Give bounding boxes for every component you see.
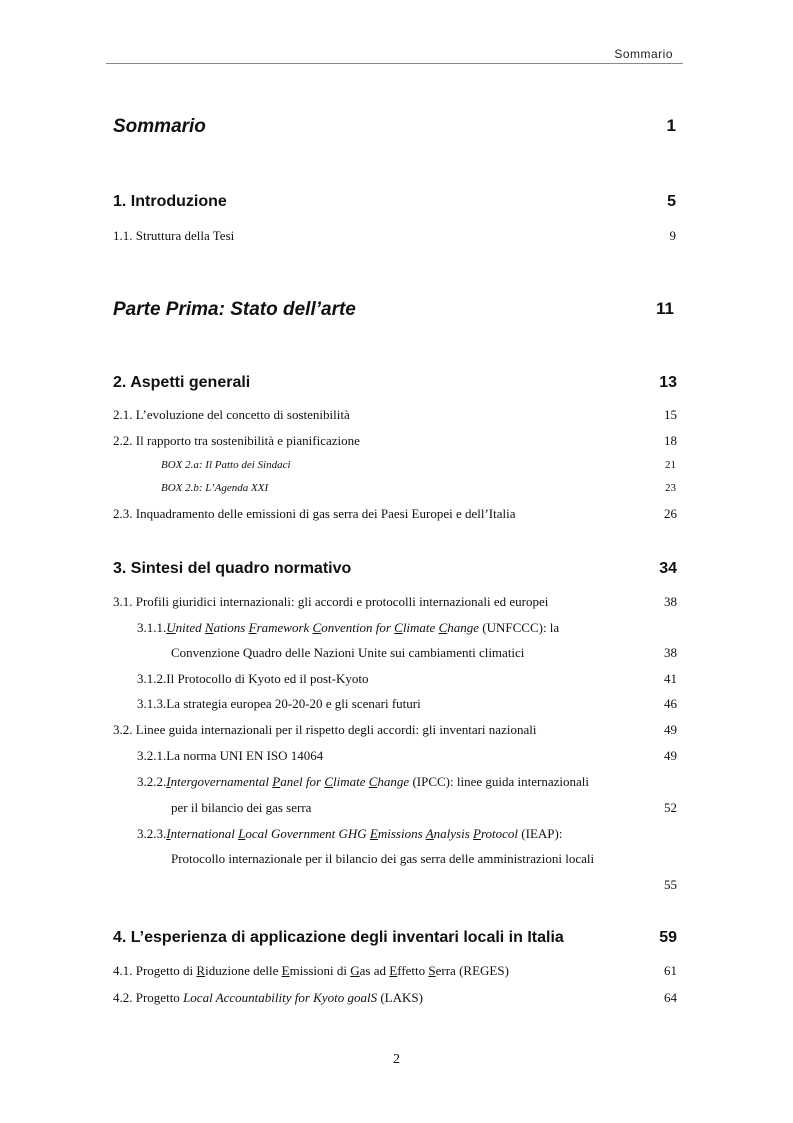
title-part: missioni di — [289, 963, 351, 978]
underlined-letter: E — [369, 826, 378, 841]
title-italic — [166, 774, 409, 789]
toc-label — [137, 620, 559, 636]
header-rule — [106, 63, 683, 64]
toc-label: 2.2. Il rapporto tra sostenibilità e pianificazione — [113, 433, 360, 448]
title-suffix: (UNFCCC): la — [479, 620, 560, 635]
title-part: anel for — [280, 774, 325, 789]
toc-number: 3.2.2. — [137, 774, 167, 789]
underlined-letter: L — [238, 826, 246, 841]
title-part: 4.1. Progetto di — [113, 963, 197, 978]
toc-label-line2: Protocollo internazionale per il bilancio dei gas serra delle amministrazioni locali — [171, 851, 595, 866]
toc-label: BOX 2.b: L’Agenda XXI — [161, 482, 269, 494]
toc-label: 3.2. Linee guida internazionali per il rispetto degli accordi: gli inventari nazionali — [113, 722, 537, 737]
toc-page: 11 — [656, 299, 674, 318]
title-part: ations — [213, 620, 249, 635]
title-part: ramework — [256, 620, 313, 635]
title-part: ocal Government GHG — [245, 826, 370, 841]
toc-label — [137, 826, 562, 842]
toc-number: 3.1.1. — [137, 620, 167, 635]
title-part: limate — [402, 620, 439, 635]
toc-page: 13 — [659, 374, 677, 391]
underlined-letter: C — [438, 620, 448, 635]
title-part: (LAKS) — [377, 990, 423, 1005]
toc-label: 3.1. Profili giuridici internazionali: gli accordi e protocolli internazionali ed europei — [113, 594, 549, 609]
underlined-letter: P — [473, 826, 481, 841]
toc-page: 46 — [664, 696, 677, 711]
toc-page: 21 — [665, 459, 676, 471]
underlined-letter: I — [166, 774, 171, 789]
underlined-letter: R — [196, 963, 206, 978]
toc-page: 26 — [664, 506, 677, 521]
underlined-letter: C — [312, 620, 322, 635]
toc-page: 38 — [664, 645, 677, 660]
toc-page: 38 — [664, 594, 677, 609]
toc-label: 2.3. Inquadramento delle emissioni di gas serra dei Paesi Europei e dell’Italia — [113, 506, 516, 521]
title-suffix: (IPCC): linee guida internazionali — [409, 774, 589, 789]
title-part: nternational — [170, 826, 239, 841]
title-part: ffetto — [397, 963, 429, 978]
toc-label — [113, 963, 509, 979]
toc-page: 18 — [664, 433, 677, 448]
toc-label: 4. L’esperienza di applicazione degli inventari locali in Italia — [113, 929, 564, 946]
running-header: Sommario — [614, 47, 673, 61]
page-number: 2 — [393, 1052, 400, 1067]
title-part: erra (REGES) — [435, 963, 509, 978]
toc-page: 15 — [664, 407, 677, 422]
underlined-letter: P — [272, 774, 281, 789]
toc-label: 2. Aspetti generali — [113, 374, 251, 391]
toc-label — [113, 990, 423, 1006]
toc-label: 3. Sintesi del quadro normativo — [113, 560, 352, 577]
title-part: iduzione delle — [205, 963, 282, 978]
toc-page: 49 — [664, 722, 677, 737]
title-part: onvention for — [321, 620, 395, 635]
title-part: missions — [377, 826, 426, 841]
toc-label: 3.1.3.La strategia europea 20-20-20 e gli scenari futuri — [137, 696, 421, 711]
toc-page: 1 — [666, 116, 676, 135]
toc-page: 64 — [664, 990, 677, 1005]
title-italic — [166, 826, 518, 841]
toc-label-line2: Convenzione Quadro delle Nazioni Unite sui cambiamenti climatici — [171, 645, 525, 660]
title-part: ntergovernamental — [170, 774, 273, 789]
toc-label: 3.2.1.La norma UNI EN ISO 14064 — [137, 748, 324, 763]
toc-page: 23 — [665, 482, 676, 494]
underlined-letter: A — [425, 826, 434, 841]
title-part: as ad — [359, 963, 390, 978]
underlined-letter: U — [166, 620, 176, 635]
toc-page: 61 — [664, 963, 677, 978]
underlined-letter: E — [281, 963, 290, 978]
underlined-letter: C — [324, 774, 333, 789]
underlined-letter: N — [204, 620, 214, 635]
title-part: nited — [175, 620, 205, 635]
toc-page: 9 — [669, 228, 676, 243]
toc-label: 1. Introduzione — [113, 193, 227, 210]
toc-label: 1.1. Struttura della Tesi — [113, 228, 235, 243]
underlined-letter: I — [166, 826, 171, 841]
toc-page: 55 — [664, 877, 677, 892]
toc-page: 59 — [659, 929, 677, 946]
toc-label — [137, 774, 589, 790]
toc-label-line2: per il bilancio dei gas serra — [171, 800, 312, 815]
title-part: hange — [377, 774, 410, 789]
toc-label: 2.1. L’evoluzione del concetto di sostenibilità — [113, 407, 350, 422]
title-part: nalysis — [433, 826, 474, 841]
underlined-letter: C — [368, 774, 378, 789]
toc-page: 52 — [664, 800, 677, 815]
title-part: hange — [447, 620, 480, 635]
title-part: limate — [332, 774, 369, 789]
toc-page: 34 — [659, 560, 677, 577]
toc-label: BOX 2.a: Il Patto dei Sindaci — [161, 459, 291, 471]
underlined-letter: E — [389, 963, 398, 978]
toc-label: Sommario — [113, 116, 206, 137]
toc-page: 5 — [667, 193, 676, 210]
underlined-letter: G — [350, 963, 360, 978]
underlined-letter: S — [428, 963, 436, 978]
underlined-letter: C — [394, 620, 403, 635]
title-italic: Local Accountability for Kyoto goalS — [183, 990, 378, 1005]
toc-label: 3.1.2.Il Protocollo di Kyoto ed il post-Kyoto — [137, 671, 369, 686]
underlined-letter: F — [248, 620, 257, 635]
toc-page: 49 — [664, 748, 677, 763]
toc-number: 3.2.3. — [137, 826, 167, 841]
toc-label: Parte Prima: Stato dell’arte — [113, 299, 356, 320]
toc-page: 41 — [664, 671, 677, 686]
title-part: rotocol — [480, 826, 519, 841]
title-suffix: (IEAP): — [518, 826, 563, 841]
title-italic — [166, 620, 479, 635]
title-part: 4.2. Progetto — [113, 990, 184, 1005]
